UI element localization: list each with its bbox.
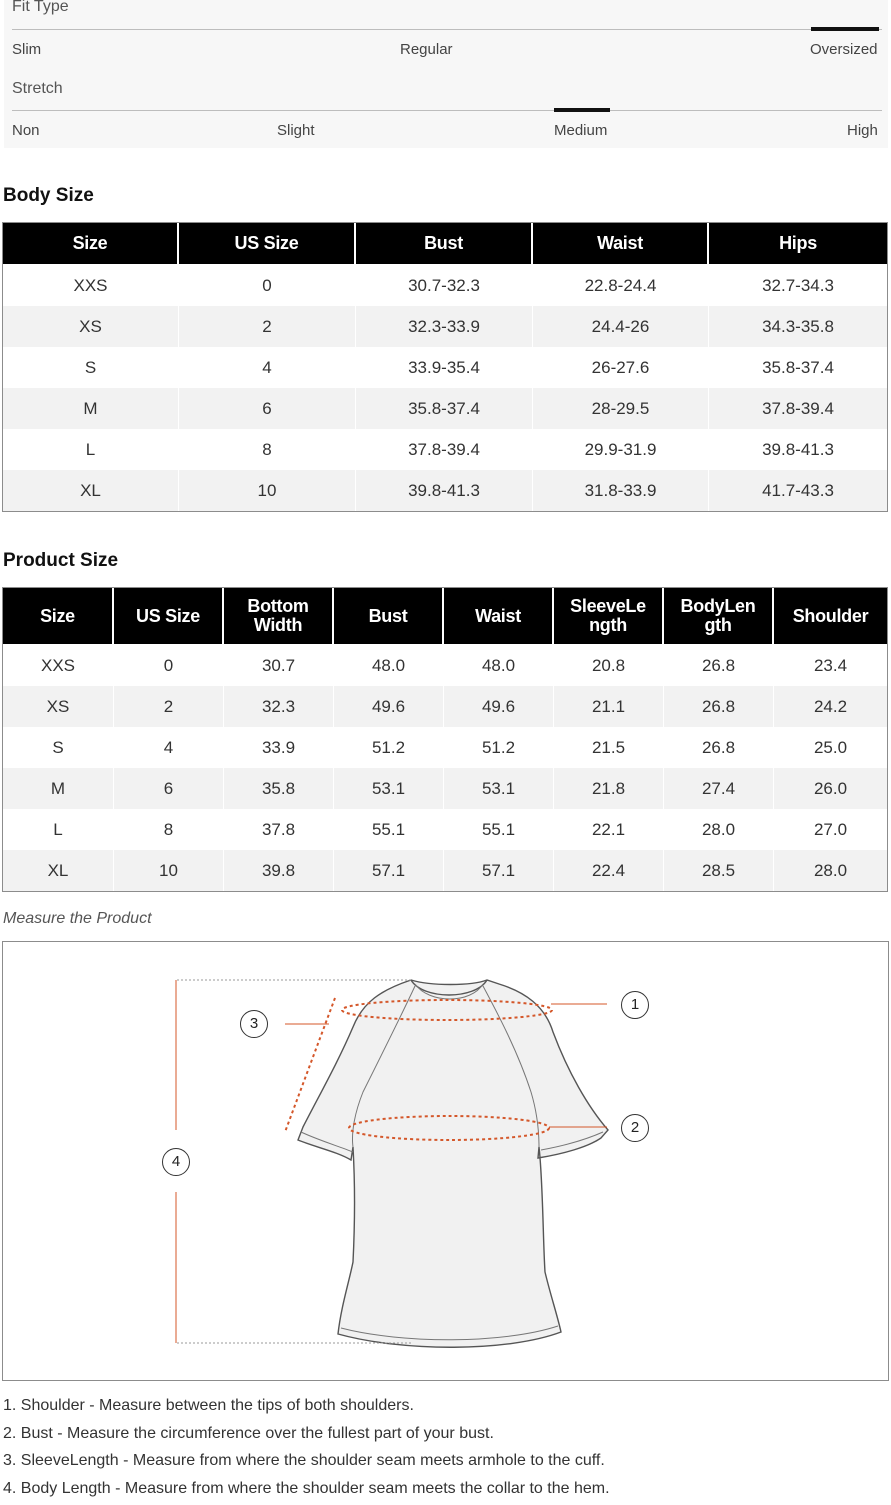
table-header: Size bbox=[3, 588, 114, 645]
fit-type-option-slim: Slim bbox=[12, 41, 41, 58]
table-row bbox=[3, 809, 887, 850]
table-cell: 0 bbox=[114, 645, 224, 686]
table-cell: 51.2 bbox=[334, 727, 444, 768]
table-cell: 53.1 bbox=[334, 768, 444, 809]
table-cell: 6 bbox=[114, 768, 224, 809]
note-body-length: 4. Body Length - Measure from where the shoulder seam meets the collar to the hem. bbox=[3, 1478, 883, 1505]
product-size-title: Product Size bbox=[3, 550, 118, 572]
table-cell: 57.1 bbox=[334, 850, 444, 891]
body-size-table bbox=[2, 222, 888, 512]
measure-figure bbox=[2, 941, 889, 1381]
table-header: Waist bbox=[444, 588, 554, 645]
table-cell: 48.0 bbox=[444, 645, 554, 686]
table-header: Bottom Width bbox=[224, 588, 334, 645]
table-cell: 27.4 bbox=[664, 768, 774, 809]
table-cell: 10 bbox=[179, 470, 356, 511]
table-cell: XL bbox=[3, 850, 114, 891]
table-cell: 4 bbox=[114, 727, 224, 768]
table-cell: M bbox=[3, 768, 114, 809]
note-bust: 2. Bust - Measure the circumference over the fullest part of your bust. bbox=[3, 1423, 883, 1451]
table-cell: 31.8-33.9 bbox=[533, 470, 709, 511]
table-header: US Size bbox=[114, 588, 224, 645]
fit-type-option-oversized: Oversized bbox=[810, 41, 878, 58]
table-cell: 35.8-37.4 bbox=[709, 347, 887, 388]
table-row bbox=[3, 645, 887, 686]
table-cell: 39.8-41.3 bbox=[709, 429, 887, 470]
product-size-table bbox=[2, 587, 888, 892]
table-cell: 27.0 bbox=[774, 809, 887, 850]
table-cell: 28.5 bbox=[664, 850, 774, 891]
table-cell: 4 bbox=[179, 347, 356, 388]
table-cell: 21.5 bbox=[554, 727, 664, 768]
table-cell: 53.1 bbox=[444, 768, 554, 809]
stretch-option-non: Non bbox=[12, 122, 40, 139]
table-cell: 6 bbox=[179, 388, 356, 429]
table-cell: 57.1 bbox=[444, 850, 554, 891]
table-cell: 30.7 bbox=[224, 645, 334, 686]
table-cell: XS bbox=[3, 686, 114, 727]
table-cell: 55.1 bbox=[444, 809, 554, 850]
table-cell: 32.3-33.9 bbox=[356, 306, 533, 347]
stretch-option-medium: Medium bbox=[554, 122, 607, 139]
table-cell: XS bbox=[3, 306, 179, 347]
table-cell: 35.8-37.4 bbox=[356, 388, 533, 429]
body-size-title: Body Size bbox=[3, 185, 94, 207]
marker-4: 4 bbox=[162, 1148, 190, 1176]
tshirt-diagram-icon bbox=[3, 942, 888, 1380]
measure-caption: Measure the Product bbox=[3, 910, 152, 928]
table-header: BodyLen gth bbox=[664, 588, 774, 645]
table-row bbox=[3, 265, 887, 306]
note-shoulder: 1. Shoulder - Measure between the tips of both shoulders. bbox=[3, 1395, 883, 1423]
table-cell: 51.2 bbox=[444, 727, 554, 768]
stretch-title: Stretch bbox=[12, 80, 63, 98]
note-sleeve-length: 3. SleeveLength - Measure from where the shoulder seam meets armhole to the cuff. bbox=[3, 1450, 883, 1478]
table-cell: 10 bbox=[114, 850, 224, 891]
table-cell: 32.7-34.3 bbox=[709, 265, 887, 306]
table-cell: 49.6 bbox=[334, 686, 444, 727]
table-cell: 25.0 bbox=[774, 727, 887, 768]
table-row bbox=[3, 306, 887, 347]
table-header: SleeveLe ngth bbox=[554, 588, 664, 645]
product-size-header-row bbox=[3, 588, 887, 645]
fit-panel bbox=[4, 0, 888, 148]
fit-type-track bbox=[12, 29, 882, 30]
table-row bbox=[3, 347, 887, 388]
table-cell: 26-27.6 bbox=[533, 347, 709, 388]
table-cell: L bbox=[3, 429, 179, 470]
table-cell: 37.8-39.4 bbox=[709, 388, 887, 429]
table-cell: 26.8 bbox=[664, 686, 774, 727]
table-cell: 21.8 bbox=[554, 768, 664, 809]
table-header: Bust bbox=[356, 223, 533, 265]
table-row bbox=[3, 429, 887, 470]
table-cell: 2 bbox=[179, 306, 356, 347]
table-row bbox=[3, 388, 887, 429]
table-cell: 26.8 bbox=[664, 727, 774, 768]
table-cell: 24.2 bbox=[774, 686, 887, 727]
table-cell: L bbox=[3, 809, 114, 850]
table-cell: 39.8 bbox=[224, 850, 334, 891]
table-header: Hips bbox=[709, 223, 887, 265]
table-cell: 32.3 bbox=[224, 686, 334, 727]
fit-type-option-regular: Regular bbox=[400, 41, 453, 58]
table-cell: 22.4 bbox=[554, 850, 664, 891]
table-cell: 22.1 bbox=[554, 809, 664, 850]
table-row bbox=[3, 768, 887, 809]
marker-2: 2 bbox=[621, 1114, 649, 1142]
marker-1: 1 bbox=[621, 991, 649, 1019]
table-cell: XXS bbox=[3, 645, 114, 686]
table-cell: 28.0 bbox=[774, 850, 887, 891]
table-cell: 8 bbox=[179, 429, 356, 470]
table-cell: 22.8-24.4 bbox=[533, 265, 709, 306]
table-row bbox=[3, 850, 887, 891]
table-cell: 30.7-32.3 bbox=[356, 265, 533, 306]
table-cell: 21.1 bbox=[554, 686, 664, 727]
table-cell: 26.0 bbox=[774, 768, 887, 809]
table-cell: 24.4-26 bbox=[533, 306, 709, 347]
table-cell: 23.4 bbox=[774, 645, 887, 686]
table-cell: 39.8-41.3 bbox=[356, 470, 533, 511]
table-header: Bust bbox=[334, 588, 444, 645]
table-cell: 35.8 bbox=[224, 768, 334, 809]
table-header: US Size bbox=[179, 223, 356, 265]
table-cell: 41.7-43.3 bbox=[709, 470, 887, 511]
table-cell: 29.9-31.9 bbox=[533, 429, 709, 470]
table-cell: 48.0 bbox=[334, 645, 444, 686]
table-cell: S bbox=[3, 347, 179, 388]
table-cell: 37.8-39.4 bbox=[356, 429, 533, 470]
table-header: Size bbox=[3, 223, 179, 265]
stretch-track bbox=[12, 110, 882, 111]
table-cell: 20.8 bbox=[554, 645, 664, 686]
table-row bbox=[3, 727, 887, 768]
table-header: Shoulder bbox=[774, 588, 887, 645]
table-cell: 33.9-35.4 bbox=[356, 347, 533, 388]
table-cell: M bbox=[3, 388, 179, 429]
measure-notes bbox=[3, 1395, 883, 1505]
stretch-option-slight: Slight bbox=[277, 122, 315, 139]
table-header: Waist bbox=[533, 223, 709, 265]
table-cell: 28-29.5 bbox=[533, 388, 709, 429]
table-row bbox=[3, 686, 887, 727]
table-cell: XL bbox=[3, 470, 179, 511]
table-cell: 37.8 bbox=[224, 809, 334, 850]
table-cell: 2 bbox=[114, 686, 224, 727]
body-size-header-row bbox=[3, 223, 887, 265]
table-cell: 49.6 bbox=[444, 686, 554, 727]
table-cell: 34.3-35.8 bbox=[709, 306, 887, 347]
fit-type-selected-marker bbox=[811, 27, 879, 31]
marker-3: 3 bbox=[240, 1010, 268, 1038]
table-cell: S bbox=[3, 727, 114, 768]
stretch-option-high: High bbox=[847, 122, 878, 139]
table-cell: 26.8 bbox=[664, 645, 774, 686]
stretch-selected-marker bbox=[554, 108, 610, 112]
table-cell: 28.0 bbox=[664, 809, 774, 850]
fit-type-title: Fit Type bbox=[12, 0, 69, 16]
tshirt-body bbox=[298, 980, 608, 1347]
table-cell: 33.9 bbox=[224, 727, 334, 768]
table-cell: 8 bbox=[114, 809, 224, 850]
table-cell: 55.1 bbox=[334, 809, 444, 850]
table-row bbox=[3, 470, 887, 511]
table-cell: XXS bbox=[3, 265, 179, 306]
table-cell: 0 bbox=[179, 265, 356, 306]
